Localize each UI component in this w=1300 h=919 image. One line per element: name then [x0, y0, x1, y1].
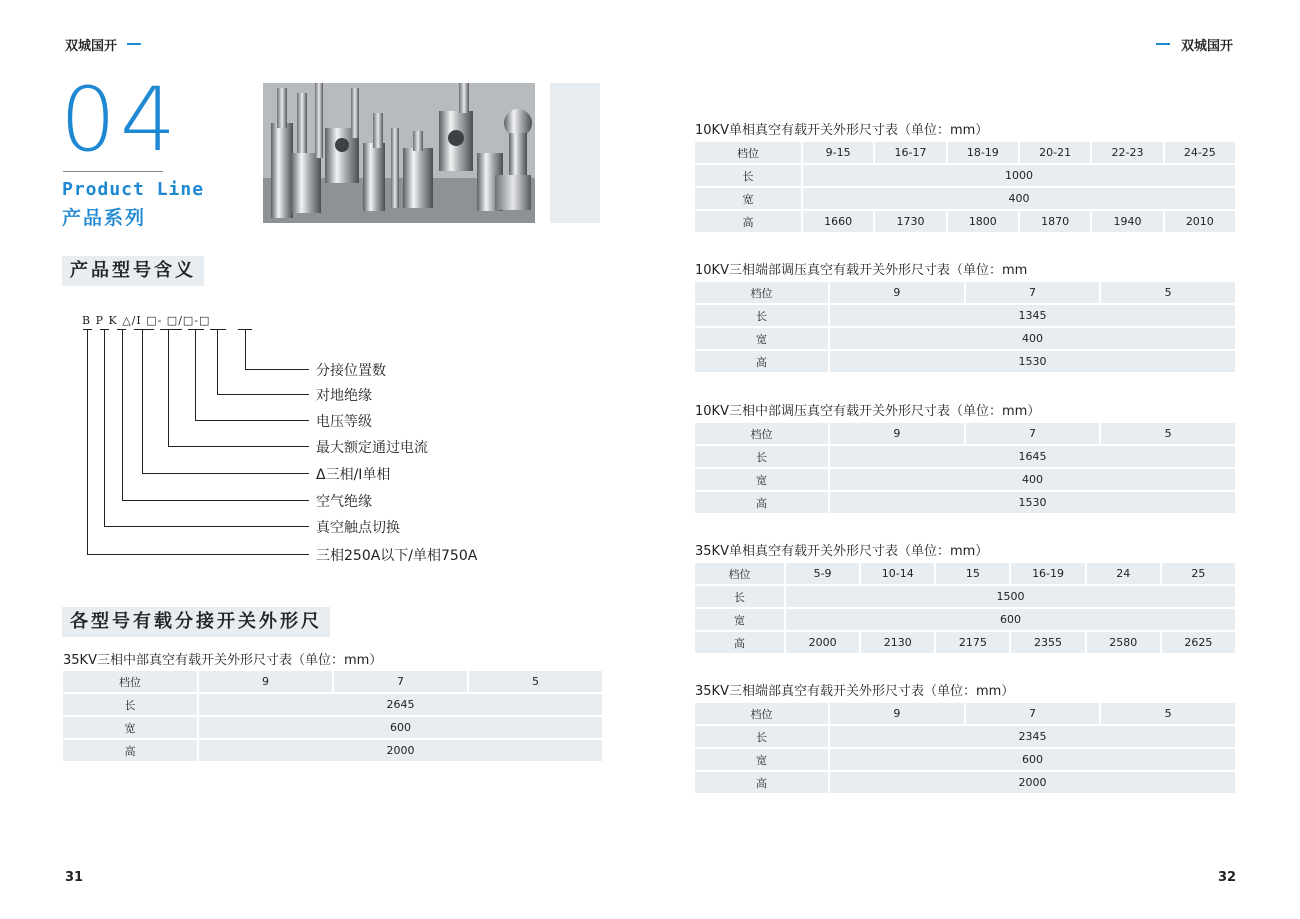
table-cell: 16-19 [1011, 563, 1084, 584]
model-label: Δ三相/I单相 [316, 467, 391, 483]
table-row [695, 772, 1235, 793]
leader-vertical [122, 329, 123, 500]
table-caption: 10KV单相真空有载开关外形尺寸表（单位：mm） [695, 123, 989, 138]
spec-table-35kv-3ph-end [693, 701, 1237, 795]
table-cell: 2000 [199, 740, 602, 761]
spec-table-10kv-3ph-mid [693, 421, 1237, 515]
table-row [695, 328, 1235, 349]
code-underline [210, 329, 226, 330]
table-cell: 高 [63, 740, 197, 761]
table-cell: 400 [803, 188, 1235, 209]
table-row [695, 282, 1235, 303]
table-cell: 20-21 [1020, 142, 1090, 163]
table-cell: 2175 [936, 632, 1009, 653]
spec-table-35kv-3ph-mid [61, 669, 604, 763]
leader-vertical [168, 329, 169, 446]
model-label: 三相250A以下/单相750A [316, 548, 478, 564]
table-cell: 档位 [695, 282, 828, 303]
leader-horizontal [168, 446, 309, 447]
table-cell: 1660 [803, 211, 873, 232]
table-row [695, 142, 1235, 163]
table-cell: 宽 [695, 188, 801, 209]
table-row [695, 351, 1235, 372]
table-cell: 宽 [695, 749, 828, 770]
table-cell: 1645 [830, 446, 1235, 467]
table-cell: 宽 [695, 328, 828, 349]
table-row [695, 423, 1235, 444]
table-cell: 7 [966, 423, 1100, 444]
chapter-rule [63, 171, 163, 172]
table-cell: 长 [695, 305, 828, 326]
table-cell: 档位 [63, 671, 197, 692]
spec-table-35kv-1ph [693, 561, 1237, 655]
table-row [63, 740, 602, 761]
table-cell: 400 [830, 469, 1235, 490]
brand-right-accent [1156, 43, 1170, 45]
table-cell: 9 [830, 282, 964, 303]
table-row [63, 717, 602, 738]
leader-horizontal [195, 420, 309, 421]
table-caption: 10KV三相中部调压真空有载开关外形尺寸表（单位：mm） [695, 404, 1041, 419]
decor-panel [550, 83, 600, 223]
model-label: 空气绝缘 [316, 494, 372, 510]
table-cell: 2000 [830, 772, 1235, 793]
table-cell: 5 [1101, 282, 1235, 303]
table-row [695, 749, 1235, 770]
table-cell: 9-15 [803, 142, 873, 163]
table-cell: 2130 [861, 632, 934, 653]
table-cell: 长 [63, 694, 197, 715]
model-label: 分接位置数 [316, 363, 386, 379]
table-row [695, 211, 1235, 232]
table-cell: 10-14 [861, 563, 934, 584]
leader-horizontal [217, 394, 309, 395]
table-cell: 2010 [1165, 211, 1235, 232]
table-cell: 长 [695, 446, 828, 467]
table-cell: 24 [1087, 563, 1160, 584]
table-row [695, 305, 1235, 326]
table-caption: 35KV三相端部真空有载开关外形尺寸表（单位：mm） [695, 684, 1015, 699]
table-cell: 1730 [875, 211, 945, 232]
chapter-title-cn: 产品系列 [62, 207, 147, 229]
table-cell: 7 [966, 703, 1100, 724]
product-photo [263, 83, 535, 223]
table-cell: 5 [1101, 703, 1235, 724]
model-meaning-heading: 产品型号含义 [62, 256, 204, 286]
table-cell: 1500 [786, 586, 1235, 607]
table-row [695, 609, 1235, 630]
leader-horizontal [122, 500, 309, 501]
code-underline [160, 329, 182, 330]
chapter-title-en: Product Line [62, 179, 205, 200]
table-cell: 600 [786, 609, 1235, 630]
table-cell: 7 [334, 671, 467, 692]
leader-horizontal [87, 554, 309, 555]
table-cell: 高 [695, 211, 801, 232]
table-row [695, 188, 1235, 209]
table-cell: 长 [695, 726, 828, 747]
table-row [695, 469, 1235, 490]
table-cell: 9 [830, 703, 964, 724]
spec-table-10kv-1ph [693, 140, 1237, 234]
table-row [63, 671, 602, 692]
dimensions-heading: 各型号有载分接开关外形尺 [62, 607, 330, 637]
leader-vertical [142, 329, 143, 473]
spec-table-10kv-3ph-end [693, 280, 1237, 374]
leader-vertical [217, 329, 218, 394]
table-cell: 2625 [1162, 632, 1235, 653]
table-cell: 5-9 [786, 563, 859, 584]
table-cell: 400 [830, 328, 1235, 349]
table-cell: 2645 [199, 694, 602, 715]
table-cell: 7 [966, 282, 1100, 303]
model-label: 对地绝缘 [316, 388, 372, 404]
brand-left-accent [127, 43, 141, 45]
chapter-number: 04 [60, 68, 180, 171]
page-number-left: 31 [65, 870, 84, 885]
table-cell: 15 [936, 563, 1009, 584]
table-row [695, 703, 1235, 724]
table-cell: 2580 [1087, 632, 1160, 653]
leader-horizontal [245, 369, 309, 370]
table-cell: 2000 [786, 632, 859, 653]
table-caption: 35KV单相真空有载开关外形尺寸表（单位：mm） [695, 544, 989, 559]
leader-vertical [104, 329, 105, 526]
table-row [63, 694, 602, 715]
table-cell: 档位 [695, 142, 801, 163]
table-row [695, 586, 1235, 607]
table-row [695, 632, 1235, 653]
product-photo-art [263, 83, 535, 223]
table-cell: 25 [1162, 563, 1235, 584]
table-cell: 1345 [830, 305, 1235, 326]
table-cell: 长 [695, 586, 784, 607]
table-row [695, 165, 1235, 186]
leader-vertical [195, 329, 196, 420]
brand-right: 双城国开 [1181, 39, 1234, 54]
table-cell: 9 [199, 671, 332, 692]
table-row [695, 726, 1235, 747]
table-cell: 1870 [1020, 211, 1090, 232]
model-label: 真空触点切换 [316, 520, 400, 536]
model-code: B P K △/I □- □/□-□ [82, 314, 211, 327]
table-cell: 1940 [1092, 211, 1162, 232]
table-cell: 1530 [830, 351, 1235, 372]
table-cell: 5 [1101, 423, 1235, 444]
table-cell: 高 [695, 632, 784, 653]
brand-left: 双城国开 [65, 39, 118, 54]
table-caption: 10KV三相端部调压真空有载开关外形尺寸表（单位：mm [695, 263, 1028, 278]
code-underline [188, 329, 204, 330]
table-caption: 35KV三相中部真空有载开关外形尺寸表（单位：mm） [63, 653, 383, 668]
model-label: 最大额定通过电流 [316, 440, 428, 456]
table-row [695, 563, 1235, 584]
table-cell: 16-17 [875, 142, 945, 163]
leader-vertical [87, 329, 88, 554]
table-cell: 22-23 [1092, 142, 1162, 163]
table-cell: 宽 [695, 469, 828, 490]
table-cell: 600 [199, 717, 602, 738]
table-cell: 1800 [948, 211, 1018, 232]
leader-horizontal [104, 526, 309, 527]
table-cell: 1000 [803, 165, 1235, 186]
table-cell: 长 [695, 165, 801, 186]
page-number-right: 32 [1218, 870, 1237, 885]
code-underline [134, 329, 154, 330]
table-cell: 高 [695, 772, 828, 793]
table-cell: 2345 [830, 726, 1235, 747]
table-cell: 5 [469, 671, 602, 692]
table-cell: 宽 [695, 609, 784, 630]
table-cell: 600 [830, 749, 1235, 770]
table-cell: 9 [830, 423, 964, 444]
table-row [695, 492, 1235, 513]
table-cell: 2355 [1011, 632, 1084, 653]
leader-horizontal [142, 473, 309, 474]
table-cell: 档位 [695, 563, 784, 584]
table-cell: 档位 [695, 703, 828, 724]
table-row [695, 446, 1235, 467]
table-cell: 宽 [63, 717, 197, 738]
table-cell: 高 [695, 492, 828, 513]
table-cell: 档位 [695, 423, 828, 444]
table-cell: 18-19 [948, 142, 1018, 163]
model-label: 电压等级 [316, 414, 372, 430]
table-cell: 1530 [830, 492, 1235, 513]
table-cell: 高 [695, 351, 828, 372]
table-cell: 24-25 [1165, 142, 1235, 163]
leader-vertical [245, 329, 246, 369]
